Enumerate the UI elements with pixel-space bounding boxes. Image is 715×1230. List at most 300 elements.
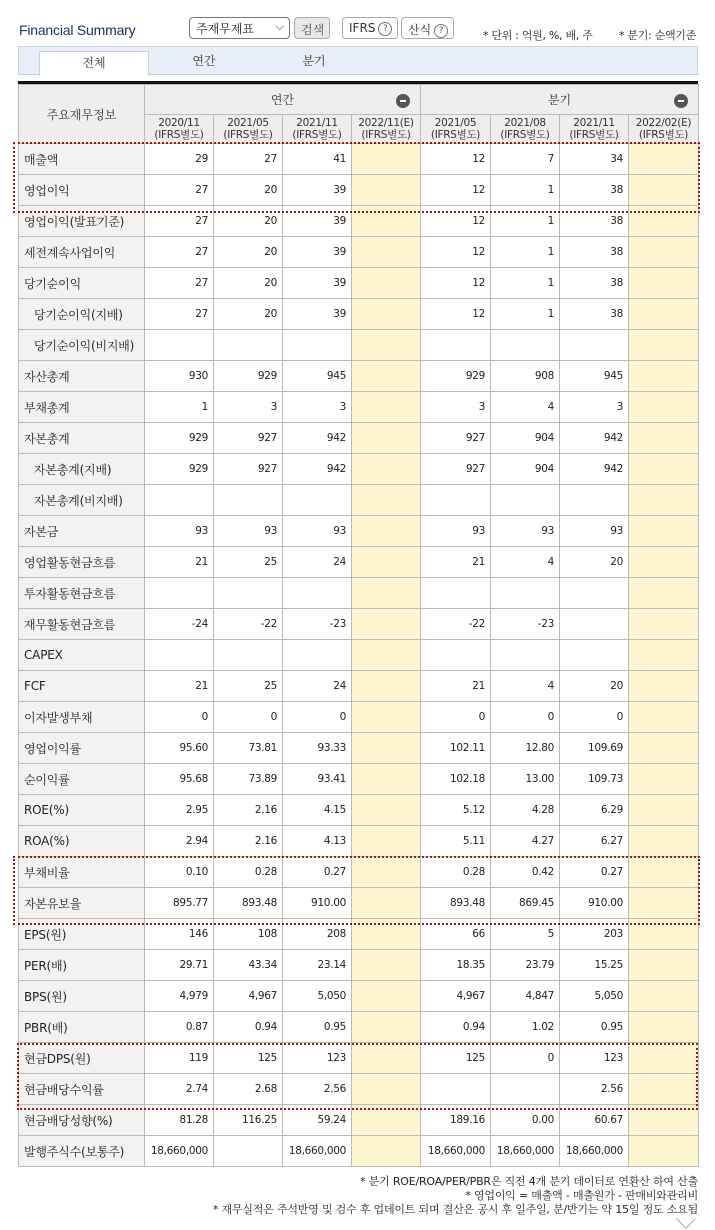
table-cell: 39 [283,268,352,299]
table-cell [352,144,421,175]
table-row [19,795,699,826]
toolbar [0,0,715,46]
table-cell: 893.48 [421,888,491,919]
table-cell [629,578,699,609]
table-cell: 0.27 [560,857,629,888]
table-cell [629,1012,699,1043]
chevron-down-icon: ⌵ [275,20,284,33]
row-label: 현금DPS(원) [19,1043,145,1074]
table-cell: 66 [421,919,491,950]
quarter-group-header: 분기 [421,85,699,115]
table-cell: 0.95 [283,1012,352,1043]
table-cell: 73.89 [214,764,283,795]
row-label: 자본유보율 [19,888,145,919]
table-cell: 24 [283,547,352,578]
row-label: EPS(원) [19,919,145,950]
table-cell: 93 [560,516,629,547]
tab-annual[interactable]: 연간 [192,54,216,68]
table-cell: 12 [421,206,491,237]
table-cell: 39 [283,206,352,237]
table-cell: -23 [283,609,352,640]
table-cell: -23 [491,609,560,640]
row-label: 현금배당성향(%) [19,1105,145,1136]
collapse-icon[interactable] [674,94,688,108]
table-row [19,981,699,1012]
row-label: 현금배당수익률 [19,1074,145,1105]
row-label: BPS(원) [19,981,145,1012]
table-cell: 20 [214,175,283,206]
table-row [19,206,699,237]
column-header [491,115,560,144]
table-row [19,1105,699,1136]
table-cell [352,1074,421,1105]
table-cell: 3 [421,392,491,423]
table-cell: 0.10 [145,857,214,888]
table-cell: 945 [560,361,629,392]
row-label: 발행주식수(보통주) [19,1136,145,1167]
row-label: 영업이익률 [19,733,145,764]
table-row [19,516,699,547]
tab-all[interactable]: 전체 [39,51,149,76]
table-cell: 5.12 [421,795,491,826]
table-cell [629,237,699,268]
table-cell [491,1074,560,1105]
table-cell: 4,979 [145,981,214,1012]
table-cell: 102.11 [421,733,491,764]
table-cell: 27 [145,268,214,299]
table-cell [629,516,699,547]
table-cell: 895.77 [145,888,214,919]
row-label: 자본총계(지배) [19,454,145,485]
table-cell: 927 [421,423,491,454]
table-cell: 929 [421,361,491,392]
table-cell [352,919,421,950]
table-cell: 93 [145,516,214,547]
quarter-basis-note: * 분기: 순액기준 [619,29,696,42]
table-cell [145,485,214,516]
table-cell: 942 [560,454,629,485]
table-cell: 27 [145,175,214,206]
table-cell: 189.16 [421,1105,491,1136]
table-cell [352,206,421,237]
table-cell [352,795,421,826]
statement-type-select[interactable]: 주재무제표 ⌵ [189,17,290,39]
table-cell [352,733,421,764]
table-cell: 81.28 [145,1105,214,1136]
table-row [19,609,699,640]
table-cell [629,485,699,516]
table-cell [352,826,421,857]
column-header [352,115,421,144]
table-cell: 908 [491,361,560,392]
table-cell: 23.79 [491,950,560,981]
table-row [19,144,699,175]
table-row [19,733,699,764]
table-cell [352,1105,421,1136]
table-cell [629,919,699,950]
row-label: PBR(배) [19,1012,145,1043]
table-cell: 203 [560,919,629,950]
table-cell [352,950,421,981]
table-cell [352,268,421,299]
formula-help-button[interactable]: 산식 ? [401,17,454,39]
table-cell: 119 [145,1043,214,1074]
table-cell: 4,847 [491,981,560,1012]
table-cell: 18,660,000 [283,1136,352,1167]
table-cell: 38 [560,237,629,268]
table-row [19,237,699,268]
table-cell [629,609,699,640]
table-cell: 38 [560,175,629,206]
column-basis: (IFRS별도) [569,129,619,141]
table-cell: 18,660,000 [421,1136,491,1167]
table-cell [629,795,699,826]
table-cell [352,857,421,888]
table-cell: 29 [145,144,214,175]
table-cell: 4.13 [283,826,352,857]
table-cell [629,206,699,237]
table-cell: 27 [145,299,214,330]
table-cell: 25 [214,671,283,702]
table-cell: 39 [283,299,352,330]
footnote: * 영업이익 = 매출액 - 매출원가 - 판매비와관리비 [465,1189,698,1202]
table-cell: 18,660,000 [491,1136,560,1167]
table-cell: 942 [560,423,629,454]
table-cell: 12 [421,237,491,268]
table-cell [352,888,421,919]
table-row [19,299,699,330]
table-cell: 4.27 [491,826,560,857]
table-cell [283,578,352,609]
table-cell [491,485,560,516]
table-row [19,268,699,299]
table-row [19,764,699,795]
table-cell: 95.68 [145,764,214,795]
corner-header: 주요재무정보 [19,85,145,144]
column-basis: (IFRS별도) [361,129,411,141]
column-header [629,115,699,144]
table-cell: 43.34 [214,950,283,981]
help-icon: ? [434,24,448,38]
table-cell [214,578,283,609]
row-label: FCF [19,671,145,702]
table-row [19,175,699,206]
table-cell [629,547,699,578]
table-cell: 2.95 [145,795,214,826]
table-cell: -24 [145,609,214,640]
table-cell: 0 [283,702,352,733]
table-cell: 7 [491,144,560,175]
table-cell: 5,050 [560,981,629,1012]
table-row [19,1043,699,1074]
table-row [19,454,699,485]
table-cell: 4 [491,547,560,578]
table-cell [214,640,283,671]
table-cell [629,1136,699,1167]
table-cell: 0 [214,702,283,733]
column-basis: (IFRS별도) [292,129,342,141]
table-cell: 12.80 [491,733,560,764]
table-cell: 4 [491,392,560,423]
row-label: 영업활동현금흐름 [19,547,145,578]
table-cell [352,175,421,206]
table-cell [629,268,699,299]
table-cell [629,702,699,733]
row-label: 부채비율 [19,857,145,888]
page-title: Financial Summary [19,22,136,38]
table-cell: 0.95 [560,1012,629,1043]
table-row [19,1012,699,1043]
column-basis: (IFRS별도) [223,129,273,141]
table-cell: 0 [491,702,560,733]
table-cell: 904 [491,454,560,485]
row-label: 자산총계 [19,361,145,392]
table-cell: 869.45 [491,888,560,919]
table-cell [352,330,421,361]
table-cell [214,1136,283,1167]
table-cell: 0 [145,702,214,733]
row-label: CAPEX [19,640,145,671]
column-period: 2022/11(E) [358,117,414,129]
table-cell [629,423,699,454]
table-cell [629,175,699,206]
table-cell: 1 [491,299,560,330]
table-cell: 21 [145,547,214,578]
search-button[interactable]: 검색 [294,17,330,39]
table-cell: 93 [421,516,491,547]
table-cell [352,454,421,485]
table-row [19,950,699,981]
table-cell: 4,967 [421,981,491,1012]
column-header [421,115,491,144]
table-cell: 18,660,000 [145,1136,214,1167]
row-label: ROA(%) [19,826,145,857]
table-cell [352,516,421,547]
table-cell: 12 [421,144,491,175]
table-cell: 27 [145,206,214,237]
row-label: 영업이익 [19,175,145,206]
table-row [19,888,699,919]
table-cell [352,702,421,733]
table-cell: 1 [145,392,214,423]
table-cell [421,485,491,516]
column-period: 2021/05 [227,117,269,129]
table-cell: 0 [560,702,629,733]
table-cell [629,857,699,888]
table-cell: 0.94 [421,1012,491,1043]
table-cell [283,640,352,671]
table-cell [352,423,421,454]
table-cell [629,888,699,919]
table-cell [352,578,421,609]
table-cell [629,826,699,857]
table-cell: 93 [491,516,560,547]
table-cell: 1 [491,175,560,206]
row-label: 자본총계(비지배) [19,485,145,516]
row-label: 세전계속사업이익 [19,237,145,268]
table-cell: 0 [421,702,491,733]
row-label: 매출액 [19,144,145,175]
table-cell: 927 [214,423,283,454]
table-cell: 893.48 [214,888,283,919]
row-label: 자본금 [19,516,145,547]
table-cell: 60.67 [560,1105,629,1136]
table-cell: 2.56 [560,1074,629,1105]
table-row [19,1074,699,1105]
table-cell [560,330,629,361]
table-cell: 93 [283,516,352,547]
table-cell [352,361,421,392]
table-cell [421,578,491,609]
table-cell: 929 [214,361,283,392]
table-cell: 102.18 [421,764,491,795]
table-cell: 18.35 [421,950,491,981]
table-cell [352,1136,421,1167]
table-row [19,578,699,609]
table-cell [352,237,421,268]
tab-quarter[interactable]: 분기 [302,54,326,68]
table-cell: 12 [421,268,491,299]
row-label: 당기순이익(비지배) [19,330,145,361]
row-label: 당기순이익(지배) [19,299,145,330]
table-cell: 25 [214,547,283,578]
row-label: 순이익률 [19,764,145,795]
table-cell [352,299,421,330]
table-row [19,919,699,950]
column-period: 2022/02(E) [635,117,692,129]
table-cell [283,330,352,361]
table-cell: 38 [560,268,629,299]
table-cell: 1 [491,206,560,237]
table-cell: 942 [283,423,352,454]
table-cell: 4.15 [283,795,352,826]
table-row [19,330,699,361]
table-cell [560,485,629,516]
table-cell: 910.00 [560,888,629,919]
table-cell: 2.16 [214,826,283,857]
table-row [19,826,699,857]
row-label: ROE(%) [19,795,145,826]
table-cell [629,764,699,795]
table-cell [283,485,352,516]
table-cell [629,299,699,330]
table-cell [145,640,214,671]
period-tabs [18,46,698,75]
row-label: 투자활동현금흐름 [19,578,145,609]
annual-group-header: 연간 [145,85,421,115]
table-cell [560,640,629,671]
table-cell: 24 [283,671,352,702]
table-cell: 2.68 [214,1074,283,1105]
table-cell: 93.41 [283,764,352,795]
table-row [19,361,699,392]
table-cell: 0.28 [214,857,283,888]
column-basis: (IFRS별도) [430,129,481,141]
table-cell: 0.27 [283,857,352,888]
row-label: 재무활동현금흐름 [19,609,145,640]
table-cell: 3 [214,392,283,423]
table-cell: 0.94 [214,1012,283,1043]
table-cell [352,640,421,671]
table-cell: 12 [421,299,491,330]
table-cell: 2.74 [145,1074,214,1105]
table-cell: -22 [421,609,491,640]
column-header [283,115,352,144]
table-cell [560,578,629,609]
table-cell [629,981,699,1012]
table-cell: 21 [421,671,491,702]
table-cell [214,485,283,516]
table-cell: 4.28 [491,795,560,826]
table-cell [491,578,560,609]
column-header [560,115,629,144]
table-cell [352,547,421,578]
table-cell: 41 [283,144,352,175]
table-cell: 21 [145,671,214,702]
collapse-icon[interactable] [396,94,410,108]
row-label: PER(배) [19,950,145,981]
table-cell: 20 [214,268,283,299]
help-icon: ? [378,22,392,36]
table-cell: 3 [560,392,629,423]
ifrs-help-button[interactable]: IFRS ? [342,17,398,39]
table-cell: 5 [491,919,560,950]
table-cell [145,330,214,361]
column-period: 2021/05 [434,117,477,129]
table-cell [352,981,421,1012]
table-cell: 2.56 [283,1074,352,1105]
table-cell [629,330,699,361]
table-cell [629,1043,699,1074]
table-cell: 0 [491,1043,560,1074]
row-label: 부채총계 [19,392,145,423]
table-cell: 5,050 [283,981,352,1012]
table-cell [629,640,699,671]
table-cell: 927 [421,454,491,485]
table-cell: 38 [560,299,629,330]
table-cell: 125 [214,1043,283,1074]
table-row [19,423,699,454]
table-cell: 109.69 [560,733,629,764]
table-cell [491,640,560,671]
table-cell: 108 [214,919,283,950]
table-cell: 146 [145,919,214,950]
table-cell [352,1012,421,1043]
table-cell: 20 [214,206,283,237]
table-cell: 930 [145,361,214,392]
table-cell: 0.87 [145,1012,214,1043]
table-cell: 0.28 [421,857,491,888]
column-period: 2020/11 [158,117,200,129]
column-header [145,115,214,144]
table-cell: 929 [145,454,214,485]
table-cell: 904 [491,423,560,454]
table-cell: 73.81 [214,733,283,764]
table-cell: 2.94 [145,826,214,857]
table-cell: 116.25 [214,1105,283,1136]
table-cell: 109.73 [560,764,629,795]
table-cell: 942 [283,454,352,485]
column-period: 2021/08 [504,117,546,129]
table-row [19,640,699,671]
table-cell: 125 [421,1043,491,1074]
footnote: * 분기 ROE/ROA/PER/PBR은 직전 4개 분기 데이터로 연환산 하여 산출 [360,1175,698,1188]
table-cell: 3 [283,392,352,423]
table-row [19,547,699,578]
table-cell: 208 [283,919,352,950]
table-cell [352,485,421,516]
table-cell: 20 [214,299,283,330]
